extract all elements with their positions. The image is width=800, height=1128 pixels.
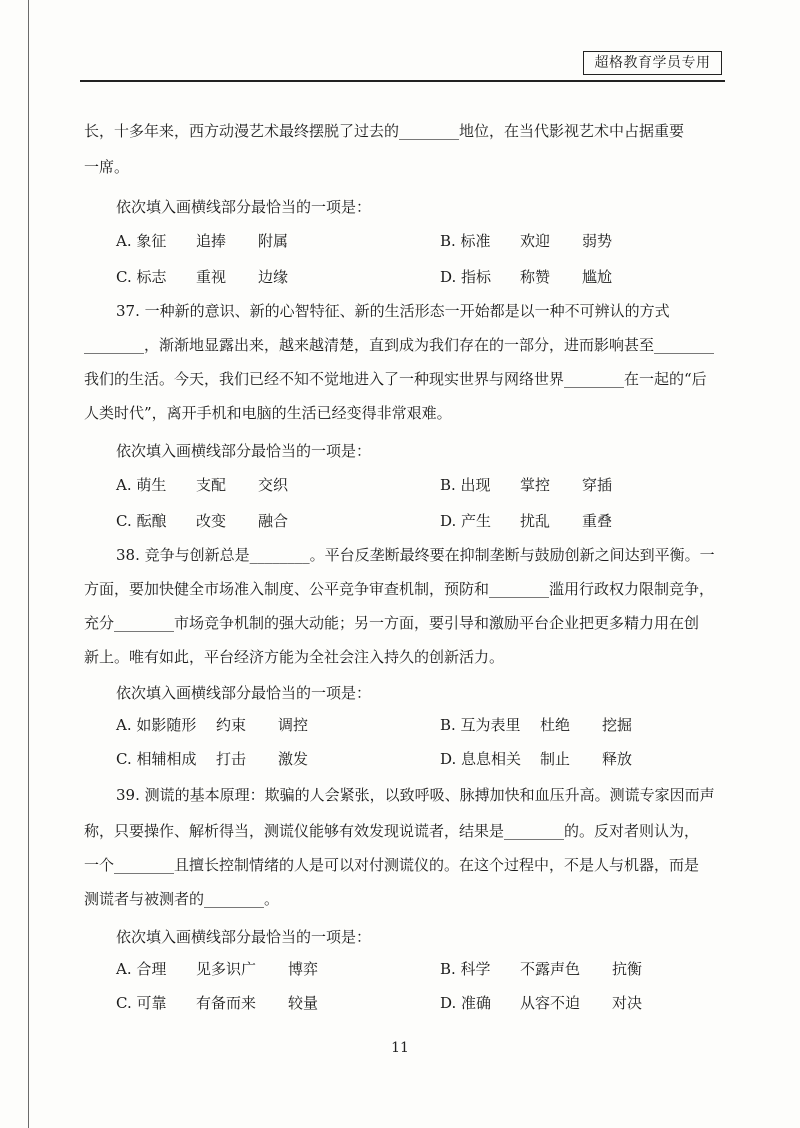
option-word: B. 科学 — [440, 960, 491, 978]
option-word: 调控 — [278, 716, 309, 734]
option-d[interactable] — [440, 262, 612, 292]
page-number: 11 — [391, 1040, 409, 1056]
option-word: A. 萌生 — [116, 476, 167, 494]
option-word: 挖掘 — [602, 716, 633, 734]
option-word: 掌控 — [520, 476, 551, 494]
option-a[interactable] — [116, 226, 288, 256]
option-word: C. 酝酿 — [116, 512, 167, 530]
option-word: D. 准确 — [440, 994, 492, 1012]
option-word: 打击 — [216, 750, 247, 768]
option-word: 博弈 — [288, 960, 319, 978]
option-word: 改变 — [196, 512, 227, 530]
option-word: 边缘 — [258, 268, 289, 286]
question-prompt: 依次填入画横线部分最恰当的一项是： — [116, 684, 372, 702]
option-word: 激发 — [278, 750, 309, 768]
option-b[interactable] — [440, 470, 612, 500]
option-word: 重视 — [196, 268, 227, 286]
binding-edge-line — [28, 0, 29, 1128]
option-c[interactable] — [116, 988, 318, 1018]
option-b[interactable] — [440, 226, 612, 256]
option-word: C. 相辅相成 — [116, 750, 197, 768]
option-a[interactable] — [116, 710, 308, 740]
option-word: B. 标准 — [440, 232, 491, 250]
option-word: C. 标志 — [116, 268, 167, 286]
question-38-line: 方面，要加快健全市场准入制度、公平竞争审查机制，预防和________滥用行政权力限制竞争， — [84, 580, 715, 598]
option-word: 制止 — [540, 750, 571, 768]
option-word: 支配 — [196, 476, 227, 494]
option-c[interactable] — [116, 506, 288, 536]
question-38-line: 38. 竞争与创新总是________。平台反垄断最终要在抑制垄断与鼓励创新之间达到平衡。一 — [116, 546, 715, 564]
question-39-line: 测谎者与被测者的________。 — [84, 890, 280, 908]
option-word: D. 指标 — [440, 268, 492, 286]
option-word: 对决 — [612, 994, 643, 1012]
option-d[interactable] — [440, 988, 642, 1018]
option-word: 尴尬 — [582, 268, 613, 286]
option-word: 释放 — [602, 750, 633, 768]
option-word: 约束 — [216, 716, 247, 734]
passage-line: 一席。 — [84, 158, 130, 176]
option-a[interactable] — [116, 470, 288, 500]
option-word: B. 互为表里 — [440, 716, 521, 734]
option-word: D. 息息相关 — [440, 750, 522, 768]
option-word: A. 合理 — [116, 960, 167, 978]
option-word: 交织 — [258, 476, 289, 494]
option-word: 重叠 — [582, 512, 613, 530]
option-word: 称赞 — [520, 268, 551, 286]
question-39-line: 一个________且擅长控制情绪的人是可以对付测谎仪的。在这个过程中，不是人与机器，而是 — [84, 856, 700, 874]
option-word: 弱势 — [582, 232, 613, 250]
option-word: 附属 — [258, 232, 289, 250]
passage-line: 长，十多年来，西方动漫艺术最终摆脱了过去的________地位，在当代影视艺术中占据重要 — [84, 122, 685, 140]
option-word: A. 象征 — [116, 232, 167, 250]
option-c[interactable] — [116, 262, 288, 292]
question-38-line: 充分________市场竞争机制的强大动能；另一方面，要引导和激励平台企业把更多精力用在创 — [84, 614, 700, 632]
option-word: 欢迎 — [520, 232, 551, 250]
option-word: 从容不迫 — [520, 994, 581, 1012]
question-prompt: 依次填入画横线部分最恰当的一项是： — [116, 442, 372, 460]
question-37-line: 我们的生活。今天，我们已经不知不觉地进入了一种现实世界与网络世界________在一起的“后 — [84, 370, 707, 388]
option-word: 扰乱 — [520, 512, 551, 530]
option-b[interactable] — [440, 954, 642, 984]
option-d[interactable] — [440, 506, 612, 536]
option-word: D. 产生 — [440, 512, 492, 530]
option-word: 较量 — [288, 994, 319, 1012]
option-word: 不露声色 — [520, 960, 581, 978]
option-b[interactable] — [440, 710, 632, 740]
header-label: 超格教育学员专用 — [583, 51, 722, 75]
option-word: A. 如影随形 — [116, 716, 197, 734]
option-a[interactable] — [116, 954, 318, 984]
question-38-line: 新上。唯有如此，平台经济方能为全社会注入持久的创新活力。 — [84, 648, 505, 666]
option-word: 穿插 — [582, 476, 613, 494]
option-word: 融合 — [258, 512, 289, 530]
option-c[interactable] — [116, 744, 308, 774]
option-word: 追捧 — [196, 232, 227, 250]
question-37-line: ________，渐渐地显露出来，越来越清楚，直到成为我们存在的一部分，进而影响甚至________ — [84, 336, 715, 354]
question-37-line: 人类时代”，离开手机和电脑的生活已经变得非常艰难。 — [84, 404, 452, 422]
option-word: 有备而来 — [196, 994, 257, 1012]
question-37-line: 37. 一种新的意识、新的心智特征、新的生活形态一开始都是以一种不可辨认的方式 — [116, 302, 670, 320]
question-prompt: 依次填入画横线部分最恰当的一项是： — [116, 198, 372, 216]
option-word: B. 出现 — [440, 476, 491, 494]
question-39-line: 称，只要操作、解析得当，测谎仪能够有效发现说谎者，结果是________的。反对者则认为， — [84, 822, 700, 840]
option-word: C. 可靠 — [116, 994, 167, 1012]
option-d[interactable] — [440, 744, 632, 774]
option-word: 杜绝 — [540, 716, 571, 734]
option-word: 抗衡 — [612, 960, 643, 978]
question-39-line: 39. 测谎的基本原理：欺骗的人会紧张，以致呼吸、脉搏加快和血压升高。测谎专家因而声 — [116, 786, 715, 804]
option-word: 见多识广 — [196, 960, 257, 978]
question-prompt: 依次填入画横线部分最恰当的一项是： — [116, 928, 372, 946]
header-rule — [80, 80, 725, 82]
